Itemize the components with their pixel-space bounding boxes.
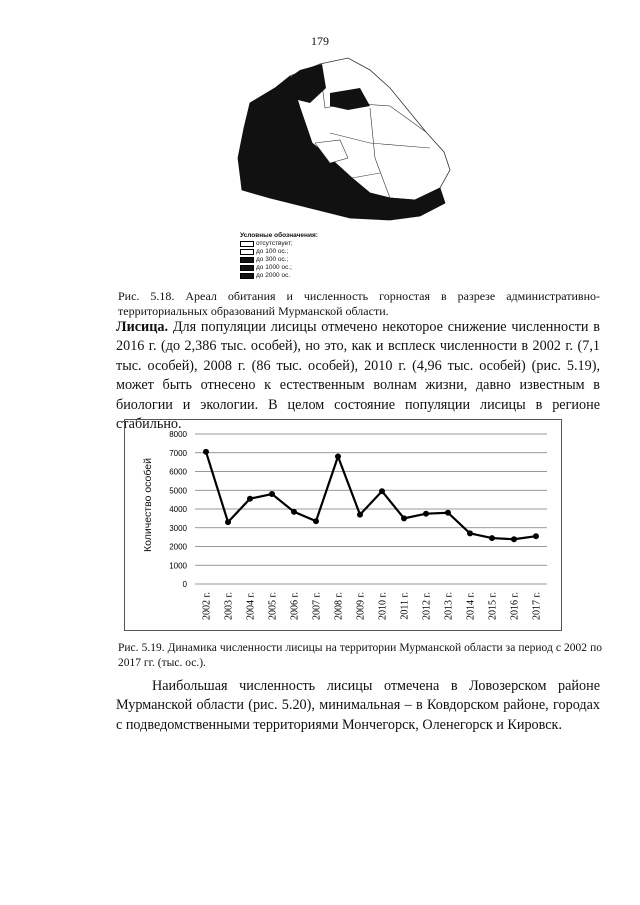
data-point	[291, 509, 297, 515]
data-point	[511, 536, 517, 542]
x-tick-label: 2007 г.	[311, 592, 323, 620]
x-tick-label: 2004 г.	[245, 592, 257, 620]
legend-item	[240, 248, 318, 256]
x-tick-label: 2013 г.	[443, 592, 455, 620]
paragraph-distribution: Наибольшая численность лисицы отмечена в Ловозерском районе Мурманской области (рис. 5.20), минимальная – в Ковдорском районе, городах с подведомственными территориями Мончегорск, Оленегорск и Кировск.	[116, 678, 600, 733]
chart-svg	[125, 420, 563, 632]
data-point	[445, 510, 451, 516]
legend-item	[240, 240, 318, 248]
y-axis-label: Количество особей	[142, 458, 154, 552]
data-point	[423, 511, 429, 517]
data-point	[467, 530, 473, 536]
y-tick-label: 0	[182, 580, 187, 589]
x-tick-label: 2010 г.	[377, 592, 389, 620]
data-point	[357, 512, 363, 518]
y-tick-label: 7000	[169, 448, 187, 458]
y-tick-label: 4000	[169, 505, 187, 514]
map-legend	[240, 232, 318, 280]
paragraph-fox	[116, 318, 600, 434]
chart-caption: Рис. 5.19. Динамика численности лисицы на территории Мурманской области за период с 2002 по 2017 гг. (тыс. ос.).	[118, 642, 602, 669]
legend-item	[240, 256, 318, 264]
x-tick-label: 2003 г.	[223, 592, 235, 620]
legend-swatch	[240, 249, 254, 255]
data-point	[489, 535, 495, 541]
data-point	[401, 515, 407, 521]
paragraph-text: Для популяции лисицы отмечено некоторое снижение численности в 2016 г. (до 2,386 тыс. особей), но это, как и всплеск численности в 2002 г. (7,1 тыс. особей), 2008 г. (86 тыс. особей), 2010 г. (4,96 тыс. особей) (рис. 5.19), может быть отнесено к естественным волнам жизни, давно известным в биологии и экологии. В целом состояние популяции лисицы в регионе стабильно.	[116, 319, 600, 433]
fox-population-chart	[124, 419, 562, 631]
legend-label: до 2000 ос.	[256, 272, 291, 279]
x-tick-label: 2011 г.	[399, 592, 411, 620]
x-tick-label: 2017 г.	[531, 592, 543, 620]
data-point	[269, 491, 275, 497]
legend-label: до 100 ос.;	[256, 248, 289, 255]
y-tick-label: 6000	[169, 467, 187, 477]
x-tick-label: 2016 г.	[509, 592, 521, 620]
x-tick-label: 2002 г.	[201, 592, 213, 620]
y-tick-label: 3000	[169, 523, 187, 533]
legend-title: Условные обозначения:	[240, 232, 318, 239]
x-tick-label: 2012 г.	[421, 592, 433, 620]
data-point	[247, 496, 253, 502]
map-caption: Рис. 5.18. Ареал обитания и численность горностая в разрезе административно-территориальных образований Мурманской области.	[118, 289, 600, 318]
legend-swatch	[240, 273, 254, 279]
data-point	[533, 533, 539, 539]
x-tick-label: 2008 г.	[333, 592, 345, 620]
data-point	[379, 488, 385, 494]
legend-swatch	[240, 265, 254, 271]
legend-swatch	[240, 257, 254, 263]
legend-swatch	[240, 241, 254, 247]
legend-label: до 300 ос.;	[256, 256, 289, 263]
page-number: 179	[311, 34, 329, 48]
legend-item	[240, 264, 318, 272]
y-tick-label: 1000	[169, 561, 187, 571]
y-tick-label: 5000	[169, 486, 187, 496]
y-tick-label: 2000	[169, 542, 187, 552]
data-point	[225, 519, 231, 525]
legend-item	[240, 272, 318, 280]
data-point	[335, 454, 341, 460]
x-tick-label: 2006 г.	[289, 592, 301, 620]
x-tick-label: 2014 г.	[465, 592, 477, 620]
legend-label: отсутствует;	[256, 240, 293, 247]
x-tick-label: 2009 г.	[355, 592, 367, 620]
x-tick-label: 2005 г.	[267, 592, 279, 620]
paragraph-lead: Лисица.	[116, 319, 169, 335]
data-point	[203, 449, 209, 455]
legend-label: до 1000 ос.;	[256, 264, 292, 271]
series-line	[206, 452, 536, 539]
data-point	[313, 518, 319, 524]
y-tick-label: 8000	[169, 430, 187, 439]
x-tick-label: 2015 г.	[487, 592, 499, 620]
